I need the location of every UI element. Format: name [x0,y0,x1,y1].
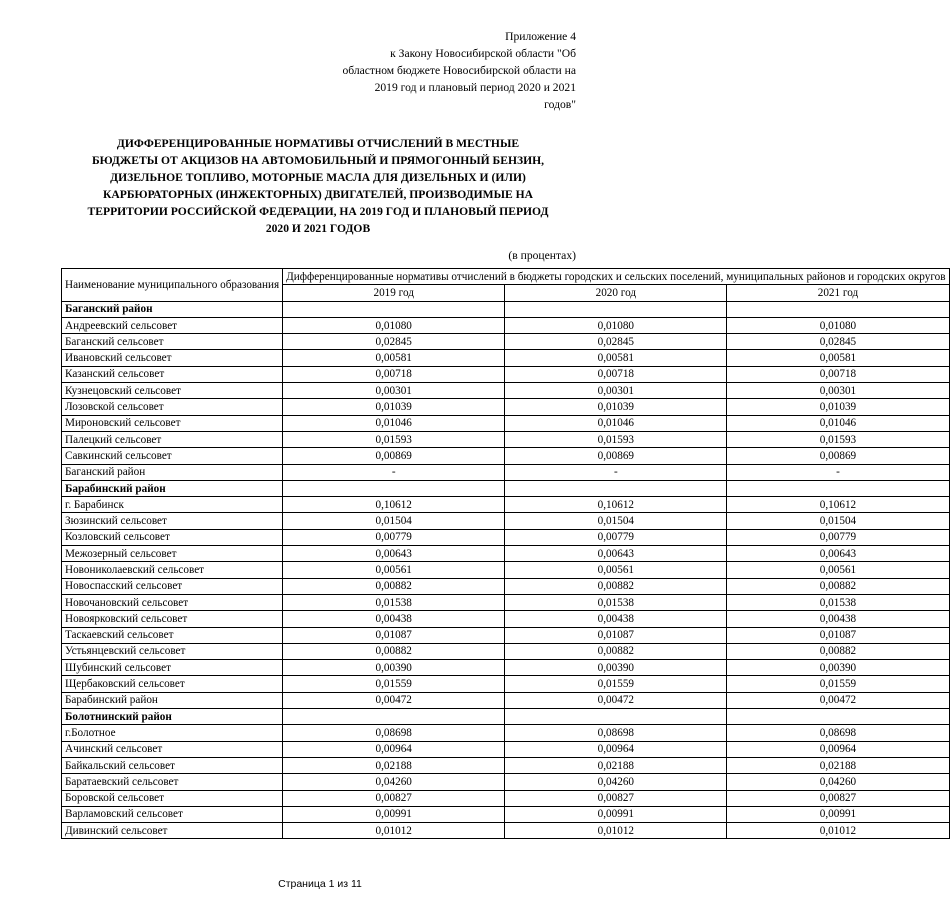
table-row [62,399,950,415]
table-row [62,383,950,399]
empty-cell [283,709,505,725]
value-cell: 0,00827 [727,790,949,806]
value-cell: 0,08698 [727,725,949,741]
value-cell: 0,00643 [727,546,949,562]
municipality-name: Дивинский сельсовет [62,823,283,839]
header-name-cell: Наименование муниципального образования [62,269,283,302]
value-cell: 0,01080 [505,317,727,333]
value-cell: 0,01087 [727,627,949,643]
page-footer: Страница 1 из 11 [278,878,362,890]
title-line: ДИЗЕЛЬНОЕ ТОПЛИВО, МОТОРНЫЕ МАСЛА ДЛЯ ДИЗЕЛЬНЫХ И (ИЛИ) [110,171,526,184]
value-cell: 0,00718 [727,366,949,382]
municipality-name: Новониколаевский сельсовет [62,562,283,578]
value-cell: 0,00882 [283,578,505,594]
table-row [62,464,950,480]
municipality-name: Барабинский район [62,692,283,708]
municipality-name: Новоярковский сельсовет [62,611,283,627]
municipality-name: Устьянцевский сельсовет [62,643,283,659]
value-cell: 0,00390 [505,660,727,676]
table-row [62,660,950,676]
value-cell: 0,00561 [505,562,727,578]
empty-cell [283,480,505,496]
value-cell: 0,00779 [505,529,727,545]
value-cell: 0,01087 [505,627,727,643]
value-cell: 0,01046 [283,415,505,431]
empty-cell [505,301,727,317]
table-row [62,725,950,741]
empty-cell [505,480,727,496]
value-cell: 0,00718 [505,366,727,382]
value-cell: 0,01087 [283,627,505,643]
district-name: Барабинский район [62,480,283,496]
table-row [62,415,950,431]
title-line: КАРБЮРАТОРНЫХ (ИНЖЕКТОРНЫХ) ДВИГАТЕЛЕЙ, ПРОИЗВОДИМЫЕ НА [103,188,533,201]
table-row [62,513,950,529]
value-cell: 0,00581 [283,350,505,366]
municipality-name: Кузнецовский сельсовет [62,383,283,399]
value-cell: 0,01559 [505,676,727,692]
value-cell: 0,00964 [283,741,505,757]
table-row [62,611,950,627]
municipality-name: Казанский сельсовет [62,366,283,382]
value-cell: - [283,464,505,480]
value-cell: 0,00561 [283,562,505,578]
municipality-name: Савкинский сельсовет [62,448,283,464]
value-cell: 0,00869 [505,448,727,464]
value-cell: 0,01012 [505,823,727,839]
value-cell: - [727,464,949,480]
municipality-name: Новочановский сельсовет [62,594,283,610]
appendix-line: к Закону Новосибирской области "Об [390,47,576,60]
municipality-name: Ивановский сельсовет [62,350,283,366]
value-cell: 0,00991 [283,806,505,822]
municipality-name: г. Барабинск [62,497,283,513]
value-cell: 0,01559 [727,676,949,692]
municipality-name: Козловский сельсовет [62,529,283,545]
value-cell: 0,00869 [283,448,505,464]
value-cell: 0,00964 [505,741,727,757]
municipality-name: Варламовский сельсовет [62,806,283,822]
value-cell: 0,00438 [283,611,505,627]
table-row [62,774,950,790]
value-cell: 0,01046 [505,415,727,431]
value-cell: 0,00869 [727,448,949,464]
value-cell: 0,00827 [283,790,505,806]
year-header: 2019 год [283,285,505,301]
table-row [62,448,950,464]
value-cell: 0,02188 [505,757,727,773]
title-line: БЮДЖЕТЫ ОТ АКЦИЗОВ НА АВТОМОБИЛЬНЫЙ И ПРЯМОГОННЫЙ БЕНЗИН, [91,154,545,167]
table-row [62,806,950,822]
table-row [62,529,950,545]
year-header: 2021 год [727,285,949,301]
table-row [62,627,950,643]
value-cell: 0,00643 [283,546,505,562]
value-cell: 0,10612 [727,497,949,513]
value-cell: 0,00472 [505,692,727,708]
value-cell: 0,01538 [505,594,727,610]
value-cell: 0,01039 [283,399,505,415]
value-cell: 0,00438 [505,611,727,627]
municipality-name: Баратаевский сельсовет [62,774,283,790]
value-cell: 0,02188 [283,757,505,773]
value-cell: 0,00827 [505,790,727,806]
value-cell: 0,01039 [505,399,727,415]
value-cell: 0,08698 [283,725,505,741]
table-row [62,823,950,839]
value-cell: 0,00991 [505,806,727,822]
title-line: 2020 И 2021 ГОДОВ [265,222,371,235]
municipality-name: г.Болотное [62,725,283,741]
table-row [62,431,950,447]
value-cell: 0,01538 [727,594,949,610]
value-cell: 0,00779 [283,529,505,545]
value-cell: 0,01593 [505,431,727,447]
appendix-line: 2019 год и плановый период 2020 и 2021 [374,81,576,94]
table-row [62,578,950,594]
value-cell: 0,04260 [283,774,505,790]
table-row [62,334,950,350]
title-line: ДИФФЕРЕНЦИРОВАННЫЕ НОРМАТИВЫ ОТЧИСЛЕНИЙ В МЕСТНЫЕ [116,137,520,150]
table-row [62,790,950,806]
municipality-name: Баганский сельсовет [62,334,283,350]
table-row [62,643,950,659]
district-row [62,301,950,317]
municipality-name: Ачинский сельсовет [62,741,283,757]
value-cell: 0,00561 [727,562,949,578]
appendix-header [276,28,576,113]
table-header-row [62,269,950,285]
value-cell: 0,00301 [505,383,727,399]
value-cell: 0,00581 [505,350,727,366]
value-cell: 0,02188 [727,757,949,773]
table-row [62,757,950,773]
value-cell: 0,01046 [727,415,949,431]
table-row [62,741,950,757]
district-name: Баганский район [62,301,283,317]
empty-cell [505,709,727,725]
value-cell: 0,02845 [727,334,949,350]
value-cell: 0,08698 [505,725,727,741]
value-cell: 0,00301 [283,383,505,399]
document-title [58,135,578,237]
value-cell: 0,00301 [727,383,949,399]
municipality-name: Андреевский сельсовет [62,317,283,333]
value-cell: 0,04260 [727,774,949,790]
empty-cell [727,480,949,496]
district-row [62,480,950,496]
municipality-name: Мироновский сельсовет [62,415,283,431]
title-line: ТЕРРИТОРИИ РОССИЙСКОЙ ФЕДЕРАЦИИ, НА 2019 ГОД И ПЛАНОВЫЙ ПЕРИОД [87,205,549,218]
value-cell: 0,01593 [727,431,949,447]
municipality-name: Боровской сельсовет [62,790,283,806]
district-row [62,709,950,725]
municipality-name: Зюзинский сельсовет [62,513,283,529]
municipality-name: Баганский район [62,464,283,480]
value-cell: 0,01504 [727,513,949,529]
municipality-name: Новоспасский сельсовет [62,578,283,594]
value-cell: 0,00390 [727,660,949,676]
municipality-name: Межозерный сельсовет [62,546,283,562]
table-row [62,562,950,578]
value-cell: 0,02845 [283,334,505,350]
normatives-table [61,268,950,839]
unit-label: (в процентах) [508,249,576,262]
value-cell: 0,00964 [727,741,949,757]
appendix-line: годов" [544,98,576,111]
value-cell: 0,01080 [283,317,505,333]
table-row [62,594,950,610]
value-cell: 0,01012 [283,823,505,839]
empty-cell [727,709,949,725]
value-cell: 0,10612 [283,497,505,513]
value-cell: 0,01080 [727,317,949,333]
appendix-line: областном бюджете Новосибирской области на [342,64,576,77]
municipality-name: Палецкий сельсовет [62,431,283,447]
value-cell: 0,00882 [727,578,949,594]
table-row [62,546,950,562]
table-row [62,350,950,366]
municipality-name: Байкальский сельсовет [62,757,283,773]
value-cell: 0,00882 [505,643,727,659]
value-cell: 0,00438 [727,611,949,627]
value-cell: 0,04260 [505,774,727,790]
value-cell: 0,01012 [727,823,949,839]
value-cell: 0,01538 [283,594,505,610]
value-cell: - [505,464,727,480]
value-cell: 0,00882 [505,578,727,594]
table-row [62,366,950,382]
table-row [62,317,950,333]
value-cell: 0,00390 [283,660,505,676]
value-cell: 0,00882 [727,643,949,659]
value-cell: 0,10612 [505,497,727,513]
value-cell: 0,00643 [505,546,727,562]
value-cell: 0,01559 [283,676,505,692]
value-cell: 0,00991 [727,806,949,822]
value-cell: 0,00581 [727,350,949,366]
value-cell: 0,01504 [283,513,505,529]
empty-cell [727,301,949,317]
value-cell: 0,00472 [727,692,949,708]
value-cell: 0,00718 [283,366,505,382]
value-cell: 0,00779 [727,529,949,545]
value-cell: 0,00882 [283,643,505,659]
value-cell: 0,01593 [283,431,505,447]
table-row [62,676,950,692]
municipality-name: Шубинский сельсовет [62,660,283,676]
empty-cell [283,301,505,317]
district-name: Болотнинский район [62,709,283,725]
municipality-name: Таскаевский сельсовет [62,627,283,643]
year-header: 2020 год [505,285,727,301]
table-row [62,692,950,708]
appendix-line: Приложение 4 [505,30,576,43]
header-desc-cell: Дифференцированные нормативы отчислений в бюджеты городских и сельских поселений, муниципальных районов и городских округов [283,269,949,285]
value-cell: 0,02845 [505,334,727,350]
value-cell: 0,01039 [727,399,949,415]
value-cell: 0,01504 [505,513,727,529]
value-cell: 0,00472 [283,692,505,708]
table-row [62,497,950,513]
municipality-name: Щербаковский сельсовет [62,676,283,692]
municipality-name: Лозовской сельсовет [62,399,283,415]
